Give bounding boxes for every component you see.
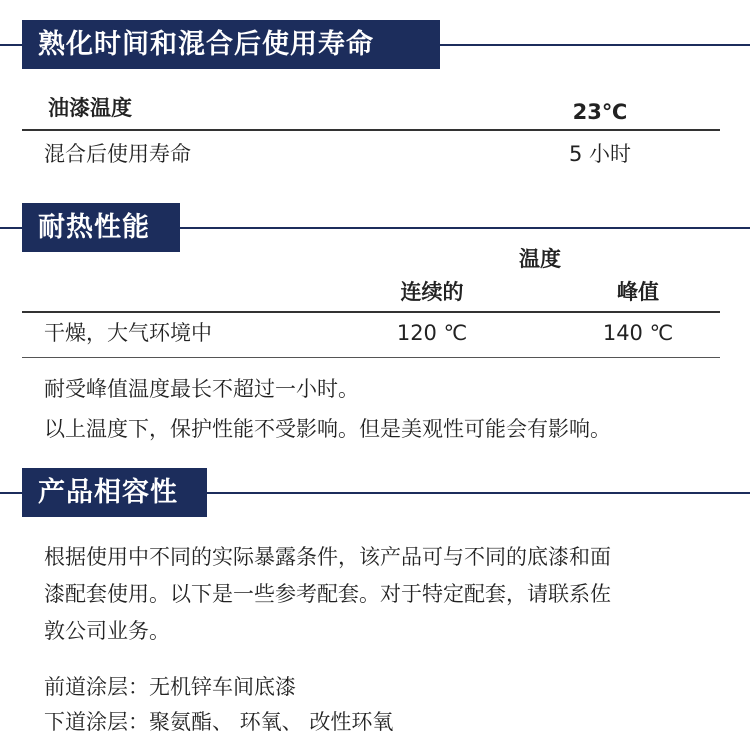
section-rule-left <box>0 492 22 494</box>
section-title-compat: 产品相容性 <box>22 468 207 517</box>
section-rule-left <box>0 227 22 229</box>
compat-paragraph-line-1: 根据使用中不同的实际暴露条件，该产品可与不同的底漆和面 <box>44 545 611 569</box>
section-rule-right <box>207 492 750 494</box>
continuous-header: 连续的 <box>400 280 464 304</box>
section-title-curing: 熟化时间和混合后使用寿命 <box>22 20 440 69</box>
temperature-group-header: 温度 <box>519 247 561 271</box>
table-bottom-rule <box>22 357 720 358</box>
section-title-heat: 耐热性能 <box>22 203 180 252</box>
section-rule-right <box>180 227 750 229</box>
compat-paragraph-line-2: 漆配套使用。以下是一些参考配套。对于特定配套，请联系佐 <box>44 582 611 606</box>
peak-header: 峰值 <box>617 280 659 304</box>
paint-temp-label: 油漆温度 <box>48 96 132 120</box>
pot-life-value: 5 小时 <box>568 142 632 166</box>
peak-value: 140 ℃ <box>602 321 674 345</box>
section-rule-right <box>440 44 750 46</box>
topcoat-row <box>44 708 393 736</box>
continuous-value: 120 ℃ <box>396 321 468 345</box>
primer-row <box>44 673 296 701</box>
paint-temp-value: 23℃ <box>572 100 628 124</box>
heat-note-1: 耐受峰值温度最长不超过一小时。 <box>44 377 359 401</box>
primer-value: 无机锌车间底漆 <box>149 675 296 699</box>
dry-atmosphere-label: 干燥，大气环境中 <box>44 321 212 345</box>
compat-paragraph-line-3: 敦公司业务。 <box>44 619 170 643</box>
topcoat-label: 下道涂层： <box>44 710 149 734</box>
table-divider <box>22 129 720 131</box>
table-divider <box>22 311 720 313</box>
pot-life-label: 混合后使用寿命 <box>44 142 191 166</box>
heat-note-2: 以上温度下，保护性能不受影响。但是美观性可能会有影响。 <box>44 417 611 441</box>
section-rule-left <box>0 44 22 46</box>
primer-label: 前道涂层： <box>44 675 149 699</box>
topcoat-value: 聚氨酯、 环氧、 改性环氧 <box>149 710 394 734</box>
